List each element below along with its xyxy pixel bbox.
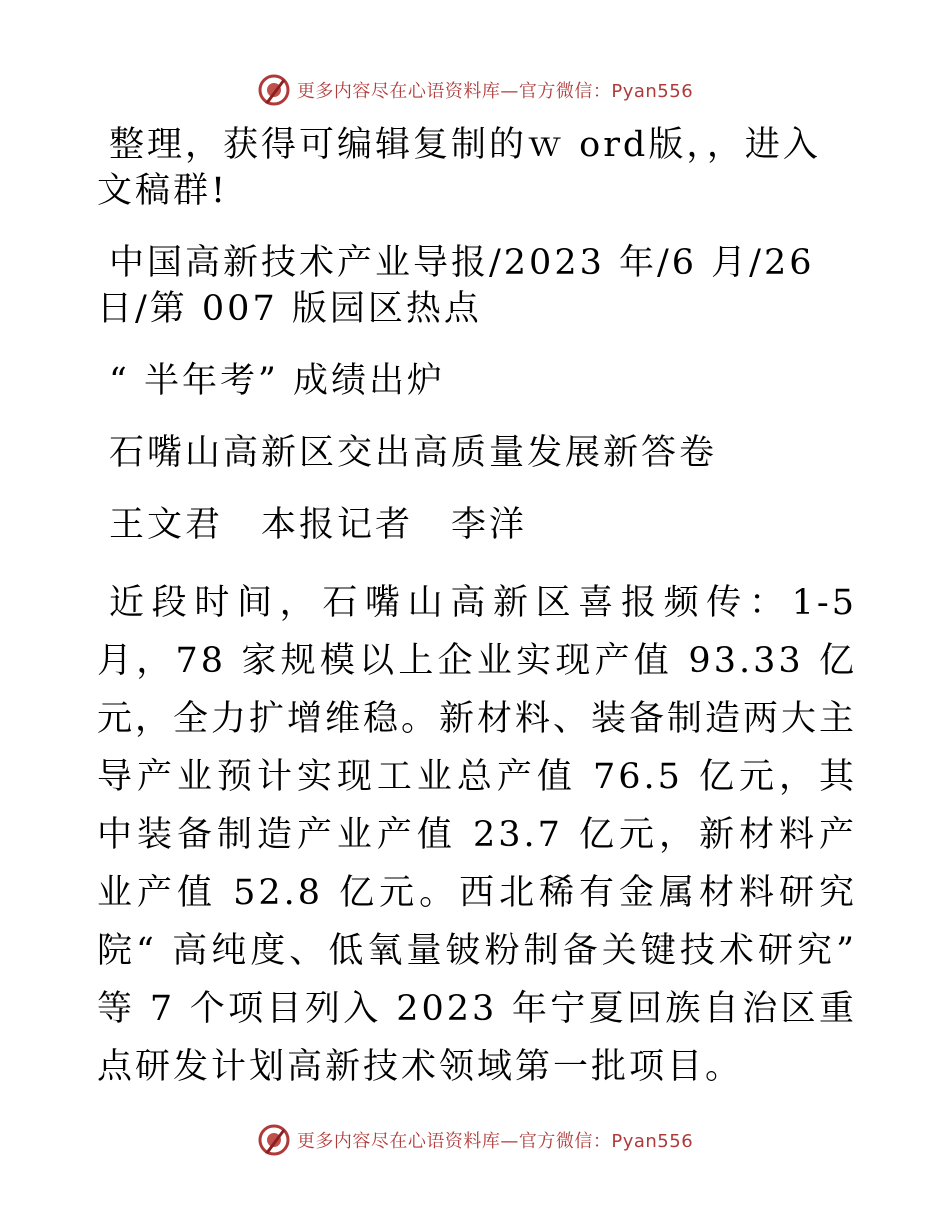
source-line: 中国高新技术产业导报/2023 年/6 月/26 日/第 007 版园区热点: [97, 243, 815, 329]
body-paragraph: 近段时间，石嘴山高新区喜报频传：1-5 月，78 家规模以上企业实现产值 93.33 亿元，全力扩增维稳。新材料、装备制造两大主导产业预计实现工业总产值 76.5 亿元，其中装备制造产业产值 23.7 亿元，新材料产业产值 52.8 亿元。西北稀有金属材料研究院“ 高纯度、低氧量铍粉制备关键技术研究” 等 7 个项目列入 2023 年宁夏回族自治区重点研发计划高新技术领域第一批项目。: [97, 583, 858, 1087]
headline-2: 石嘴山高新区交出高质量发展新答卷: [109, 433, 718, 473]
footer-watermark-inner: [257, 1123, 693, 1157]
quill-circle-logo-icon: [257, 1123, 291, 1157]
document-body: [97, 122, 857, 1122]
quill-circle-logo-icon: [257, 73, 291, 107]
header-watermark-inner: [257, 73, 693, 107]
footer-watermark-text: 更多内容尽在心语资料库—官方微信：Pyan556: [296, 1131, 694, 1152]
header-watermark: [0, 68, 950, 112]
byline: 王文君 本报记者 李洋: [109, 505, 528, 545]
intro-line: 整理，获得可编辑复制的ｗ ord版，，进入文稿群!: [97, 125, 821, 211]
footer-watermark: [0, 1118, 950, 1162]
headline-1: “ 半年考” 成绩出炉: [109, 361, 446, 401]
header-watermark-text: 更多内容尽在心语资料库—官方微信：Pyan556: [296, 81, 694, 102]
